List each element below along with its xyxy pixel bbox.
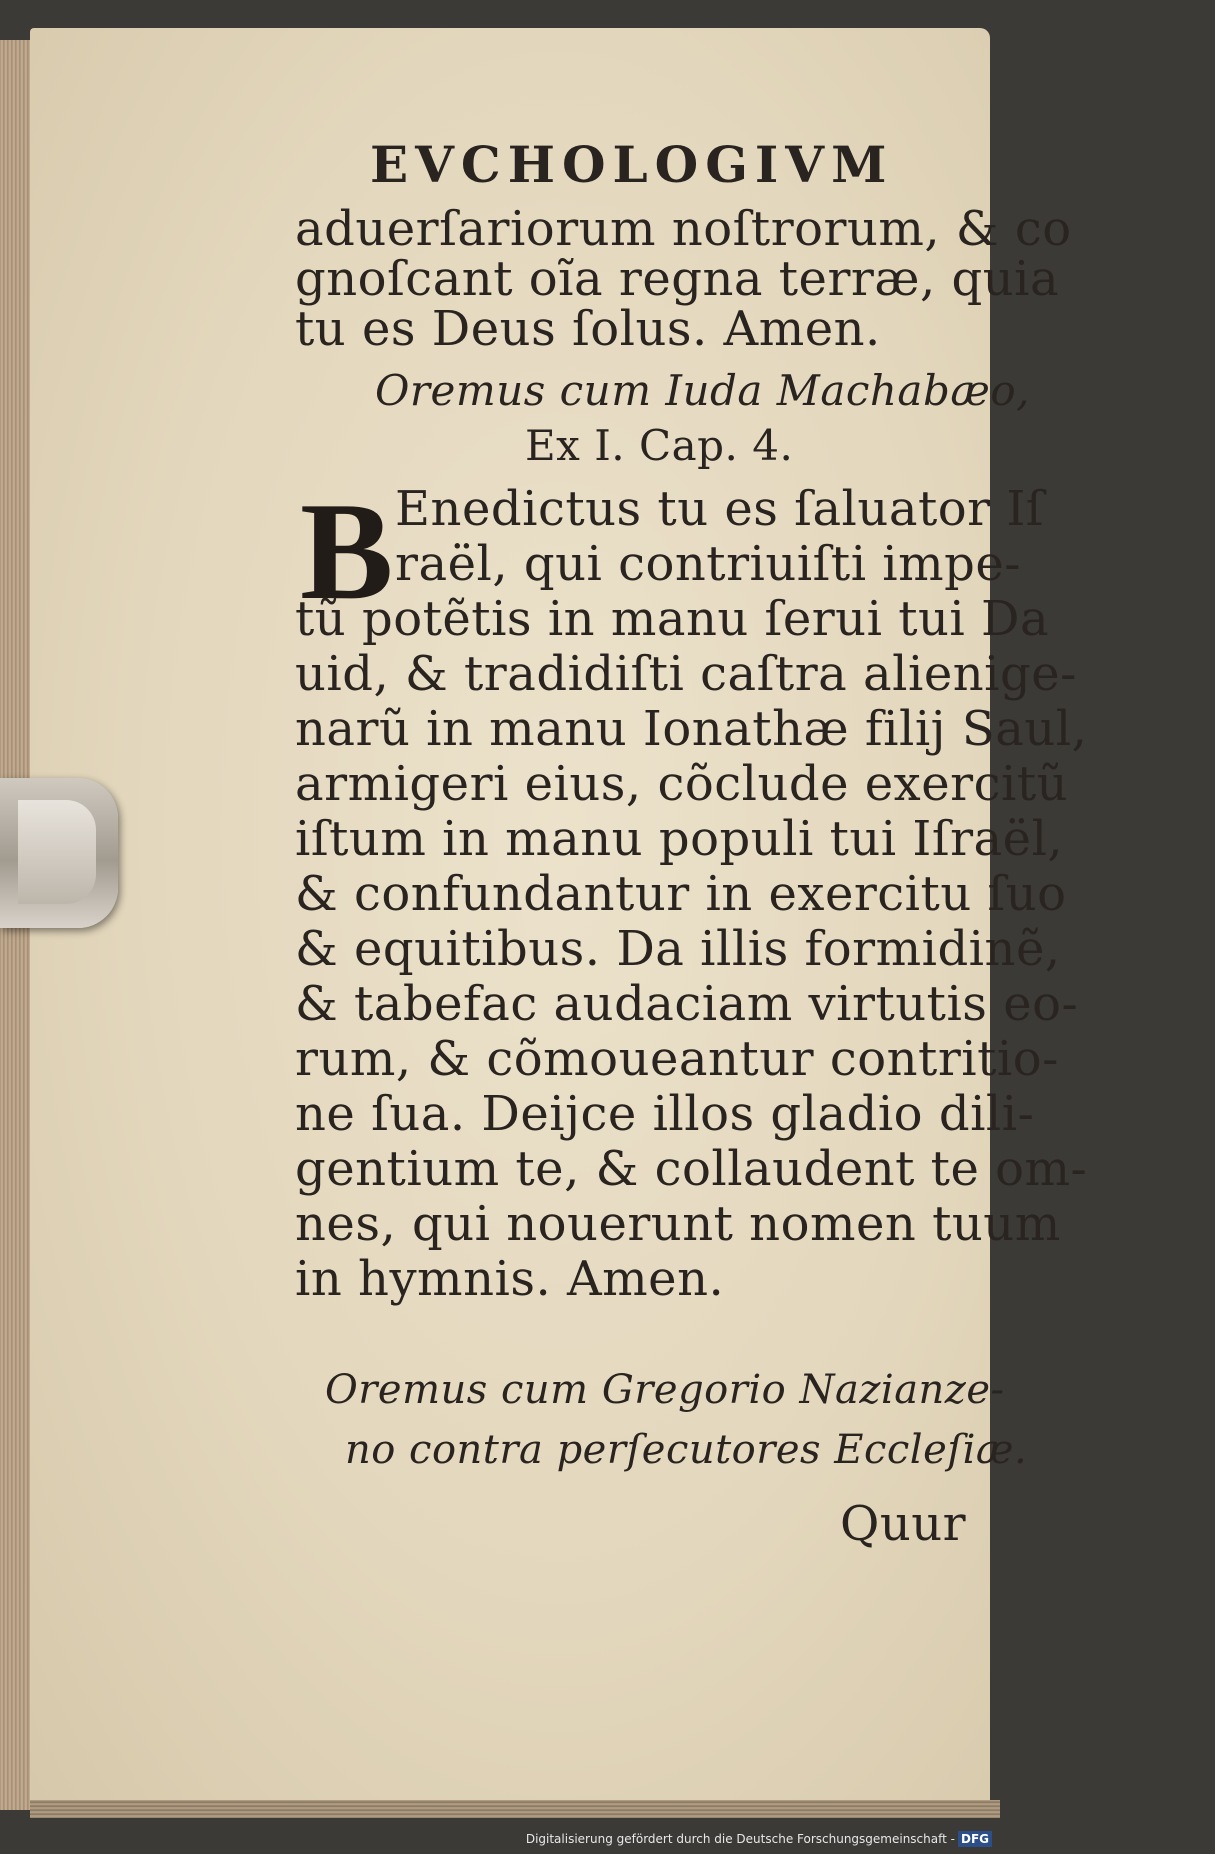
book-clasp <box>0 778 118 928</box>
prayer2-line: gentium te, & collaudent te om- <box>295 1141 1088 1197</box>
running-head: EVCHOLOGIVM <box>370 135 894 194</box>
book-bottom-edge <box>30 1800 1000 1818</box>
prayer2-line: tũ potẽtis in manu ſerui tui Da <box>295 591 1050 647</box>
prayer2-line: rum, & cõmoueantur contritio- <box>295 1031 1059 1087</box>
prayer2-line: & equitibus. Da illis formidinẽ, <box>295 921 1061 977</box>
credit-text: Digitalisierung gefördert durch die Deutsche Forschungsgemeinschaft - <box>525 1832 955 1846</box>
dfg-logo: DFG <box>958 1831 992 1847</box>
prayer2-line: & confundantur in exercitu ſuo <box>295 866 1067 922</box>
heading1-line2: Ex I. Cap. 4. <box>525 421 794 470</box>
prayer1-line: aduerſariorum noſtrorum, & co <box>295 201 1072 257</box>
prayer1-line: tu es Deus ſolus. Amen. <box>295 301 881 357</box>
prayer2-line: & tabefac audaciam virtutis eo- <box>295 976 1079 1032</box>
heading1-line1: Oremus cum Iuda Machabæo, <box>375 366 1030 415</box>
prayer2-line: Enedictus tu es ſaluator Iſ <box>395 481 1045 537</box>
prayer2-line: ne ſua. Deijce illos gladio dili- <box>295 1086 1035 1142</box>
prayer2-line: uid, & tradidiſti caſtra alienige- <box>295 646 1077 702</box>
prayer2-line: iſtum in manu populi tui Iſraël, <box>295 811 1064 867</box>
heading2-line2: no contra perſecutores Eccleſiæ. <box>345 1427 1028 1473</box>
catchword: Quur <box>840 1496 967 1552</box>
prayer2-line: in hymnis. Amen. <box>295 1251 725 1307</box>
prayer2-line: nes, qui nouerunt nomen tuum <box>295 1196 1061 1252</box>
digitization-credit <box>526 1832 992 1846</box>
heading2-line1: Oremus cum Gregorio Nazianze- <box>325 1367 1005 1413</box>
prayer2-line: armigeri eius, cõclude exercitũ <box>295 756 1069 812</box>
drop-cap: B <box>300 474 394 629</box>
prayer2-line: raël, qui contriuiſti impe- <box>395 536 1022 592</box>
prayer2-line: narũ in manu Ionathæ filij Saul, <box>295 701 1088 757</box>
prayer1-line: gnoſcant oĩa regna terræ, quia <box>295 251 1060 307</box>
